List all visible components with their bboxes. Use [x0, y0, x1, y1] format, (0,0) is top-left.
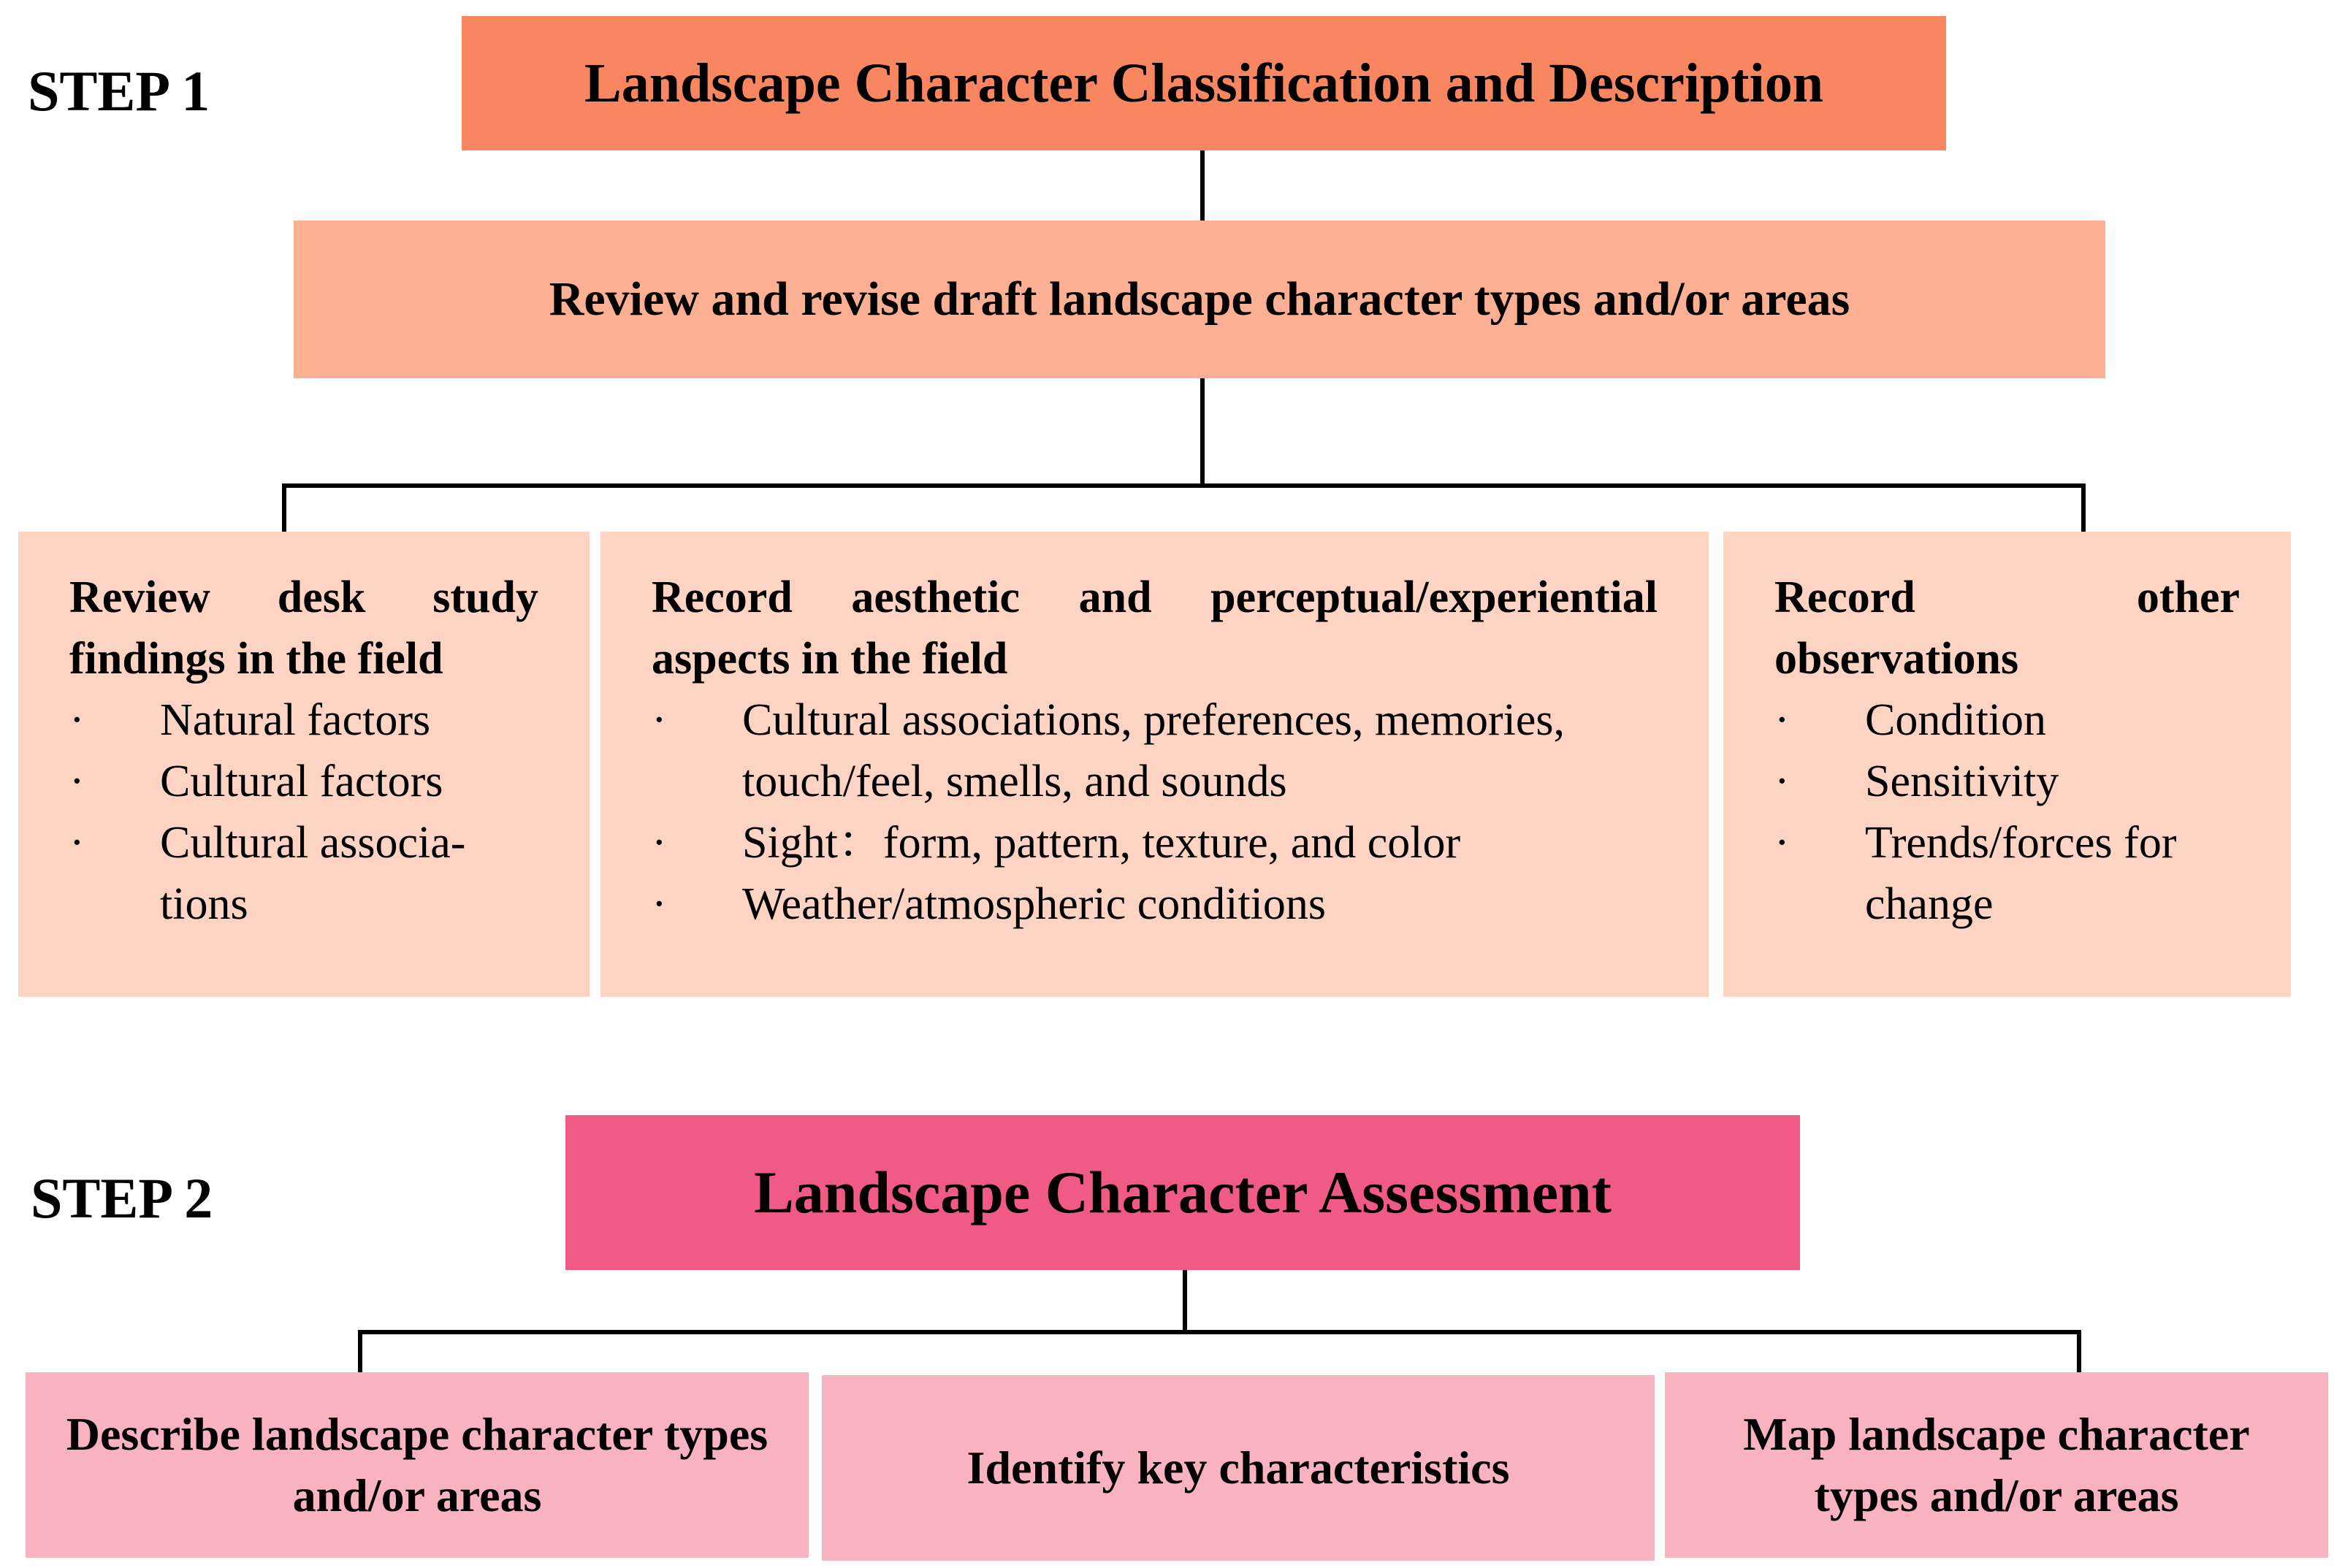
step2-box-describe [26, 1372, 809, 1558]
bullet-icon: · [1774, 757, 1790, 806]
step2-box-text: Map landscape character types and/or areas [1743, 1408, 2250, 1521]
connector-step2-left [358, 1330, 362, 1372]
bullet-icon: · [69, 757, 85, 806]
list-item [69, 812, 538, 935]
list-item-text: Cultural factors [160, 757, 443, 806]
connector-title-review [1200, 150, 1205, 221]
list-item [652, 812, 1658, 873]
list-item [652, 873, 1658, 935]
connector-step2-horizontal [358, 1330, 2081, 1334]
list-item-text: Weather/atmospheric conditions [742, 879, 1327, 929]
bullet-icon: · [1774, 695, 1790, 745]
list-item-text: Trends/forces for change [1865, 818, 2177, 929]
step1-column-observations [1723, 532, 2291, 997]
column-list [1774, 689, 2240, 935]
step2-title: Landscape Character Assessment [754, 1159, 1612, 1225]
column-title: Record other observations [1774, 573, 2240, 684]
column-list [652, 689, 1658, 935]
step2-box-text: Identify key characteristics [966, 1442, 1510, 1494]
list-item-text: Sensitivity [1865, 757, 2059, 806]
bullet-icon: · [652, 879, 667, 929]
list-item [1774, 812, 2240, 935]
step1-review: Review and revise draft landscape character types and/or areas [549, 272, 1850, 326]
bullet-icon: · [652, 695, 667, 745]
step1-column-desk-study [18, 532, 590, 997]
connector-step1-right [2081, 483, 2086, 532]
connector-step2-right [2077, 1330, 2081, 1372]
step1-column-aesthetic [600, 532, 1709, 997]
step2-box-text: Describe landscape character types and/or areas [66, 1408, 769, 1521]
connector-step1-left [282, 483, 286, 532]
list-item-text: Cultural associations, preferences, memories, touch/feel, smells, and sounds [742, 695, 1565, 806]
list-item [652, 689, 1658, 812]
bullet-icon: · [69, 818, 85, 868]
list-item-text: Cultural associa-tions [160, 818, 466, 929]
column-list [69, 689, 538, 935]
column-title: Review desk study findings in the field [69, 573, 538, 684]
step1-label: STEP 1 [28, 59, 210, 123]
list-item-text: Sight：form, pattern, texture, and color [742, 818, 1461, 868]
bullet-icon: · [69, 695, 85, 745]
list-item [1774, 751, 2240, 812]
connector-review-down [1200, 378, 1205, 486]
step2-label: STEP 2 [31, 1166, 213, 1230]
step2-box-identify [822, 1375, 1655, 1561]
step2-title-box [565, 1115, 1800, 1270]
list-item [69, 689, 538, 751]
bullet-icon: · [1774, 818, 1790, 868]
step1-title: Landscape Character Classification and Description [584, 52, 1823, 114]
step1-title-box [462, 16, 1946, 150]
connector-step2-down [1183, 1270, 1187, 1333]
step2-box-map [1665, 1372, 2328, 1558]
list-item-text: Condition [1865, 695, 2047, 745]
list-item [1774, 689, 2240, 751]
list-item-text: Natural factors [160, 695, 431, 745]
column-title: Record aesthetic and perceptual/experiential aspects in the field [652, 573, 1658, 684]
connector-step1-horizontal [282, 483, 2086, 488]
list-item [69, 751, 538, 812]
step1-review-box [294, 221, 2105, 378]
bullet-icon: · [652, 818, 667, 868]
